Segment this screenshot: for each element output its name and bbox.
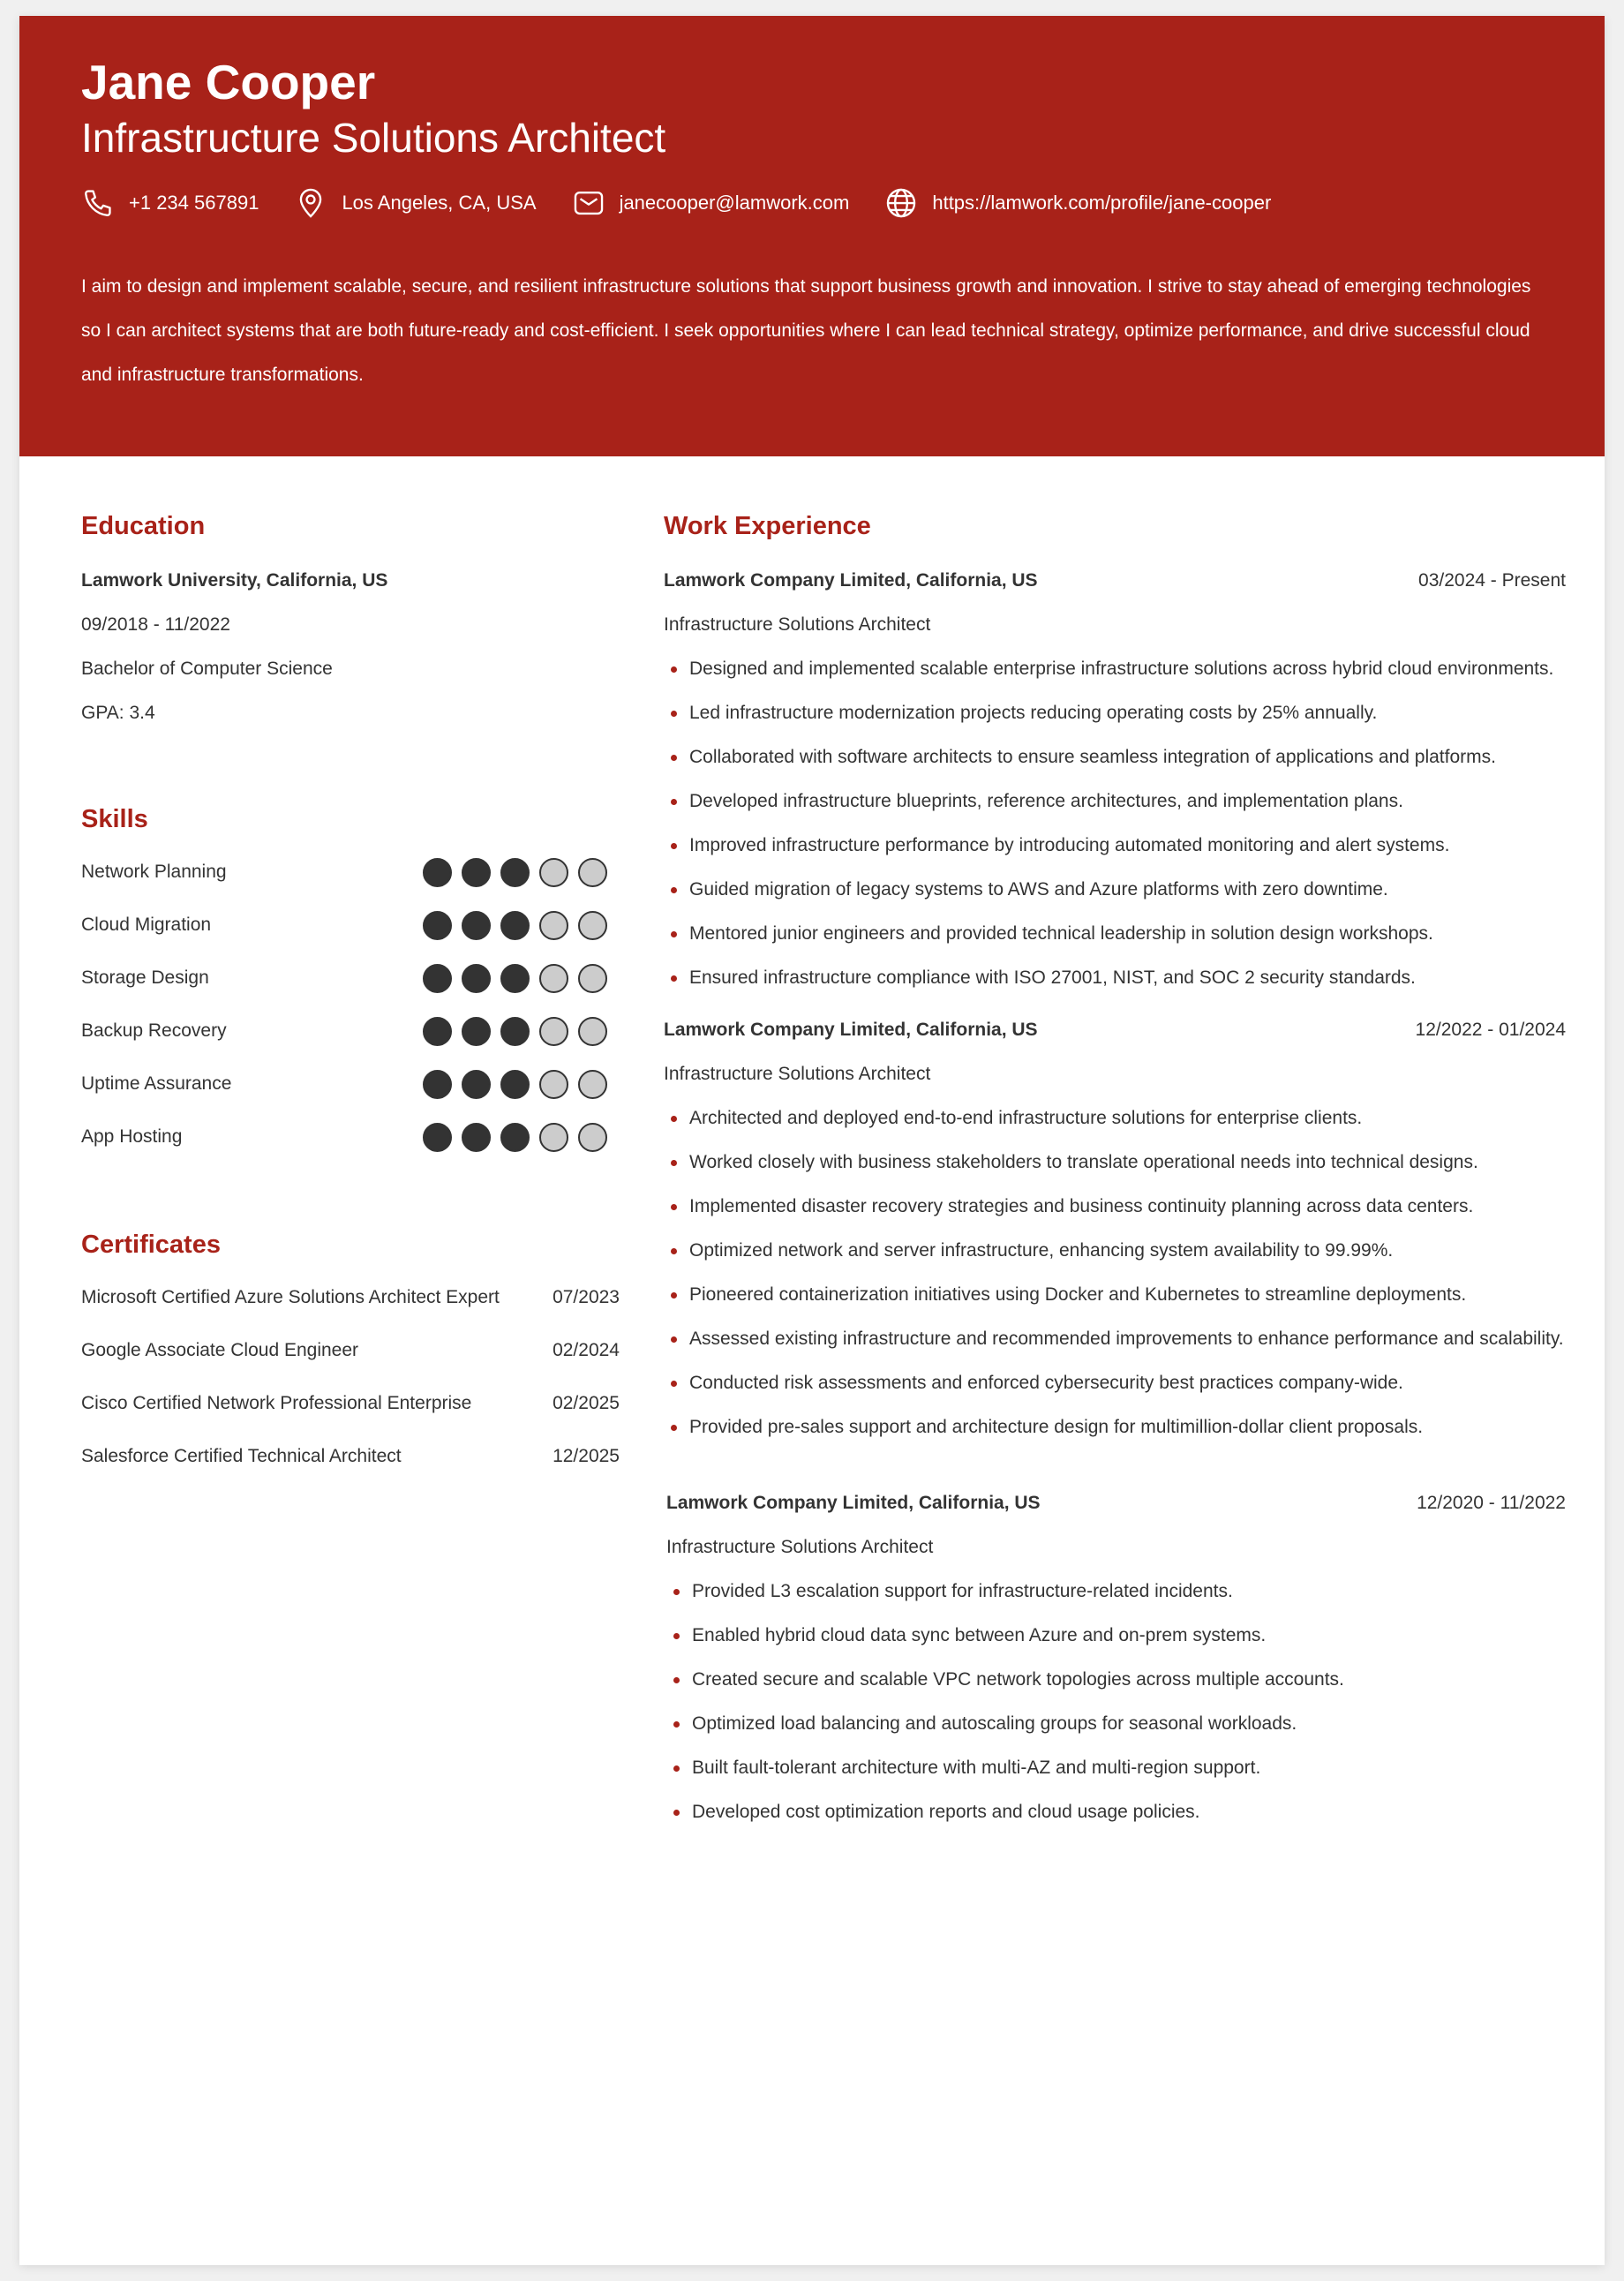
rating-dot-filled — [462, 1070, 491, 1099]
skill-name: App Hosting — [81, 1126, 183, 1147]
rating-dot-filled — [423, 1017, 452, 1046]
job-bullet: Provided L3 escalation support for infrastructure-related incidents. — [666, 1570, 1566, 1614]
job-bullet: Enabled hybrid cloud data sync between Azure and on-prem systems. — [666, 1614, 1566, 1658]
education-heading: Education — [81, 512, 206, 540]
job-bullet: Pioneered containerization initiatives using Docker and Kubernetes to streamline deployments. — [664, 1273, 1566, 1317]
job-bullet: Improved infrastructure performance by introducing automated monitoring and alert systems. — [664, 824, 1566, 868]
skill-rating — [423, 1070, 607, 1099]
right-column — [664, 508, 1566, 1834]
phone-icon — [81, 186, 115, 220]
certificate-date: 02/2025 — [553, 1393, 620, 1413]
certificates-heading: Certificates — [81, 1231, 221, 1259]
left-column — [81, 508, 620, 1483]
certificates-list — [81, 1271, 620, 1483]
job-bullet: Mentored junior engineers and provided technical leadership in solution design workshops. — [664, 912, 1566, 956]
job-role: Infrastructure Solutions Architect — [664, 1064, 931, 1084]
job-role: Infrastructure Solutions Architect — [664, 614, 931, 635]
rating-dot-filled — [500, 1123, 530, 1152]
certificate-date: 07/2023 — [553, 1287, 620, 1307]
job-header — [664, 1008, 1566, 1052]
email-link[interactable]: janecooper@lamwork.com — [619, 192, 850, 214]
job-entry — [664, 559, 1566, 1000]
rating-dot-empty — [578, 964, 607, 993]
skill-rating — [423, 858, 607, 887]
rating-dot-empty — [539, 1123, 568, 1152]
certificate-name: Microsoft Certified Azure Solutions Architect Expert — [81, 1287, 500, 1307]
work-heading: Work Experience — [664, 512, 871, 540]
certificate-row — [81, 1324, 620, 1377]
globe-icon — [884, 186, 918, 220]
certificate-row — [81, 1377, 620, 1430]
job-dates: 12/2020 - 11/2022 — [1417, 1493, 1566, 1513]
rating-dot-filled — [500, 858, 530, 887]
skill-rating — [423, 911, 607, 940]
skill-name: Network Planning — [81, 862, 227, 882]
job-entry — [666, 1481, 1566, 1834]
skills-heading: Skills — [81, 805, 148, 833]
job-bullet: Implemented disaster recovery strategies and business continuity planning across data centers. — [664, 1185, 1566, 1229]
contact-phone — [81, 186, 259, 220]
education-school: Lamwork University, California, US — [81, 570, 388, 591]
job-bullet: Designed and implemented scalable enterprise infrastructure solutions across hybrid cloud environments. — [664, 647, 1566, 691]
certificate-name: Cisco Certified Network Professional Enterprise — [81, 1393, 472, 1413]
candidate-name: Jane Cooper — [81, 55, 376, 109]
skill-rating — [423, 1123, 607, 1152]
skill-row — [81, 899, 620, 952]
rating-dot-empty — [578, 911, 607, 940]
skill-row — [81, 1058, 620, 1110]
certificate-name: Salesforce Certified Technical Architect — [81, 1446, 402, 1466]
certificate-row — [81, 1271, 620, 1324]
job-bullet: Built fault-tolerant architecture with multi-AZ and multi-region support. — [666, 1746, 1566, 1790]
phone-text: +1 234 567891 — [129, 192, 259, 214]
rating-dot-empty — [539, 858, 568, 887]
job-bullet: Optimized load balancing and autoscaling groups for seasonal workloads. — [666, 1702, 1566, 1746]
rating-dot-empty — [539, 1017, 568, 1046]
rating-dot-empty — [539, 1070, 568, 1099]
job-bullets — [666, 1570, 1566, 1834]
candidate-title: Infrastructure Solutions Architect — [81, 115, 666, 161]
certificate-name: Google Associate Cloud Engineer — [81, 1340, 359, 1360]
education-degree: Bachelor of Computer Science — [81, 659, 333, 679]
job-bullet: Optimized network and server infrastructure, enhancing system availability to 99.99%. — [664, 1229, 1566, 1273]
job-bullet: Guided migration of legacy systems to AWS and Azure platforms with zero downtime. — [664, 868, 1566, 912]
job-company: Lamwork Company Limited, California, US — [664, 1020, 1038, 1040]
job-dates: 03/2024 - Present — [1418, 570, 1566, 591]
skills-list — [81, 846, 620, 1163]
summary-text: I aim to design and implement scalable, secure, and resilient infrastructure solutions that support business growth and innovation. I strive to stay ahead of emerging technologies so I can architect systems that are both future-ready and cost-efficient. I seek opportunities where I can lead technical strategy, optimize performance, and drive successful cloud and infrastructure transformations. — [81, 276, 1531, 385]
rating-dot-filled — [462, 1123, 491, 1152]
skill-name: Storage Design — [81, 967, 209, 988]
education-gpa: GPA: 3.4 — [81, 703, 155, 723]
rating-dot-empty — [578, 1017, 607, 1046]
rating-dot-filled — [462, 858, 491, 887]
rating-dot-filled — [500, 911, 530, 940]
skill-row — [81, 846, 620, 899]
job-bullet: Worked closely with business stakeholders to translate operational needs into technical designs. — [664, 1140, 1566, 1185]
job-bullet: Led infrastructure modernization projects reducing operating costs by 25% annually. — [664, 691, 1566, 735]
skill-name: Uptime Assurance — [81, 1073, 232, 1094]
job-role: Infrastructure Solutions Architect — [666, 1537, 934, 1557]
job-bullet: Collaborated with software architects to ensure seamless integration of applications and platforms. — [664, 735, 1566, 779]
rating-dot-filled — [423, 911, 452, 940]
rating-dot-empty — [578, 1070, 607, 1099]
rating-dot-empty — [578, 1123, 607, 1152]
rating-dot-empty — [578, 858, 607, 887]
job-bullet: Conducted risk assessments and enforced cybersecurity best practices company-wide. — [664, 1361, 1566, 1405]
certificate-date: 02/2024 — [553, 1340, 620, 1360]
job-bullets — [664, 1096, 1566, 1449]
rating-dot-filled — [462, 911, 491, 940]
skill-row — [81, 1110, 620, 1163]
rating-dot-filled — [500, 964, 530, 993]
education-dates: 09/2018 - 11/2022 — [81, 614, 230, 635]
rating-dot-empty — [539, 964, 568, 993]
job-entry — [664, 1008, 1566, 1449]
contact-location — [294, 186, 536, 220]
skill-name: Cloud Migration — [81, 915, 212, 935]
job-bullet: Created secure and scalable VPC network topologies across multiple accounts. — [666, 1658, 1566, 1702]
rating-dot-filled — [423, 858, 452, 887]
contact-email — [572, 186, 850, 220]
certificate-row — [81, 1430, 620, 1483]
job-bullet: Ensured infrastructure compliance with ISO 27001, NIST, and SOC 2 security standards. — [664, 956, 1566, 1000]
rating-dot-empty — [539, 911, 568, 940]
contact-website — [884, 186, 1271, 220]
skill-name: Backup Recovery — [81, 1020, 227, 1041]
job-bullet: Developed infrastructure blueprints, reference architectures, and implementation plans. — [664, 779, 1566, 824]
job-bullet: Developed cost optimization reports and cloud usage policies. — [666, 1790, 1566, 1834]
education-entry — [81, 559, 620, 735]
rating-dot-filled — [500, 1017, 530, 1046]
website-link[interactable]: https://lamwork.com/profile/jane-cooper — [932, 192, 1272, 214]
job-company: Lamwork Company Limited, California, US — [666, 1493, 1041, 1513]
job-header — [664, 559, 1566, 603]
rating-dot-filled — [423, 1070, 452, 1099]
rating-dot-filled — [462, 964, 491, 993]
email-icon — [572, 186, 605, 220]
rating-dot-filled — [423, 964, 452, 993]
job-bullets — [664, 647, 1566, 1000]
rating-dot-filled — [500, 1070, 530, 1099]
skill-rating — [423, 1017, 607, 1046]
certificate-date: 12/2025 — [553, 1446, 620, 1466]
job-header — [666, 1481, 1566, 1525]
rating-dot-filled — [423, 1123, 452, 1152]
resume-page — [19, 16, 1605, 2265]
job-bullet: Assessed existing infrastructure and recommended improvements to enhance performance and scalability. — [664, 1317, 1566, 1361]
work-experience-list — [664, 559, 1566, 1834]
skill-row — [81, 1005, 620, 1058]
job-bullet: Provided pre-sales support and architecture design for multimillion-dollar client proposals. — [664, 1405, 1566, 1449]
location-text: Los Angeles, CA, USA — [342, 192, 537, 214]
skill-row — [81, 952, 620, 1005]
resume-header — [19, 16, 1605, 456]
location-pin-icon — [294, 186, 327, 220]
rating-dot-filled — [462, 1017, 491, 1046]
contact-bar — [81, 184, 1543, 222]
job-company: Lamwork Company Limited, California, US — [664, 570, 1038, 591]
job-dates: 12/2022 - 01/2024 — [1415, 1020, 1566, 1040]
skill-rating — [423, 964, 607, 993]
job-bullet: Architected and deployed end-to-end infrastructure solutions for enterprise clients. — [664, 1096, 1566, 1140]
